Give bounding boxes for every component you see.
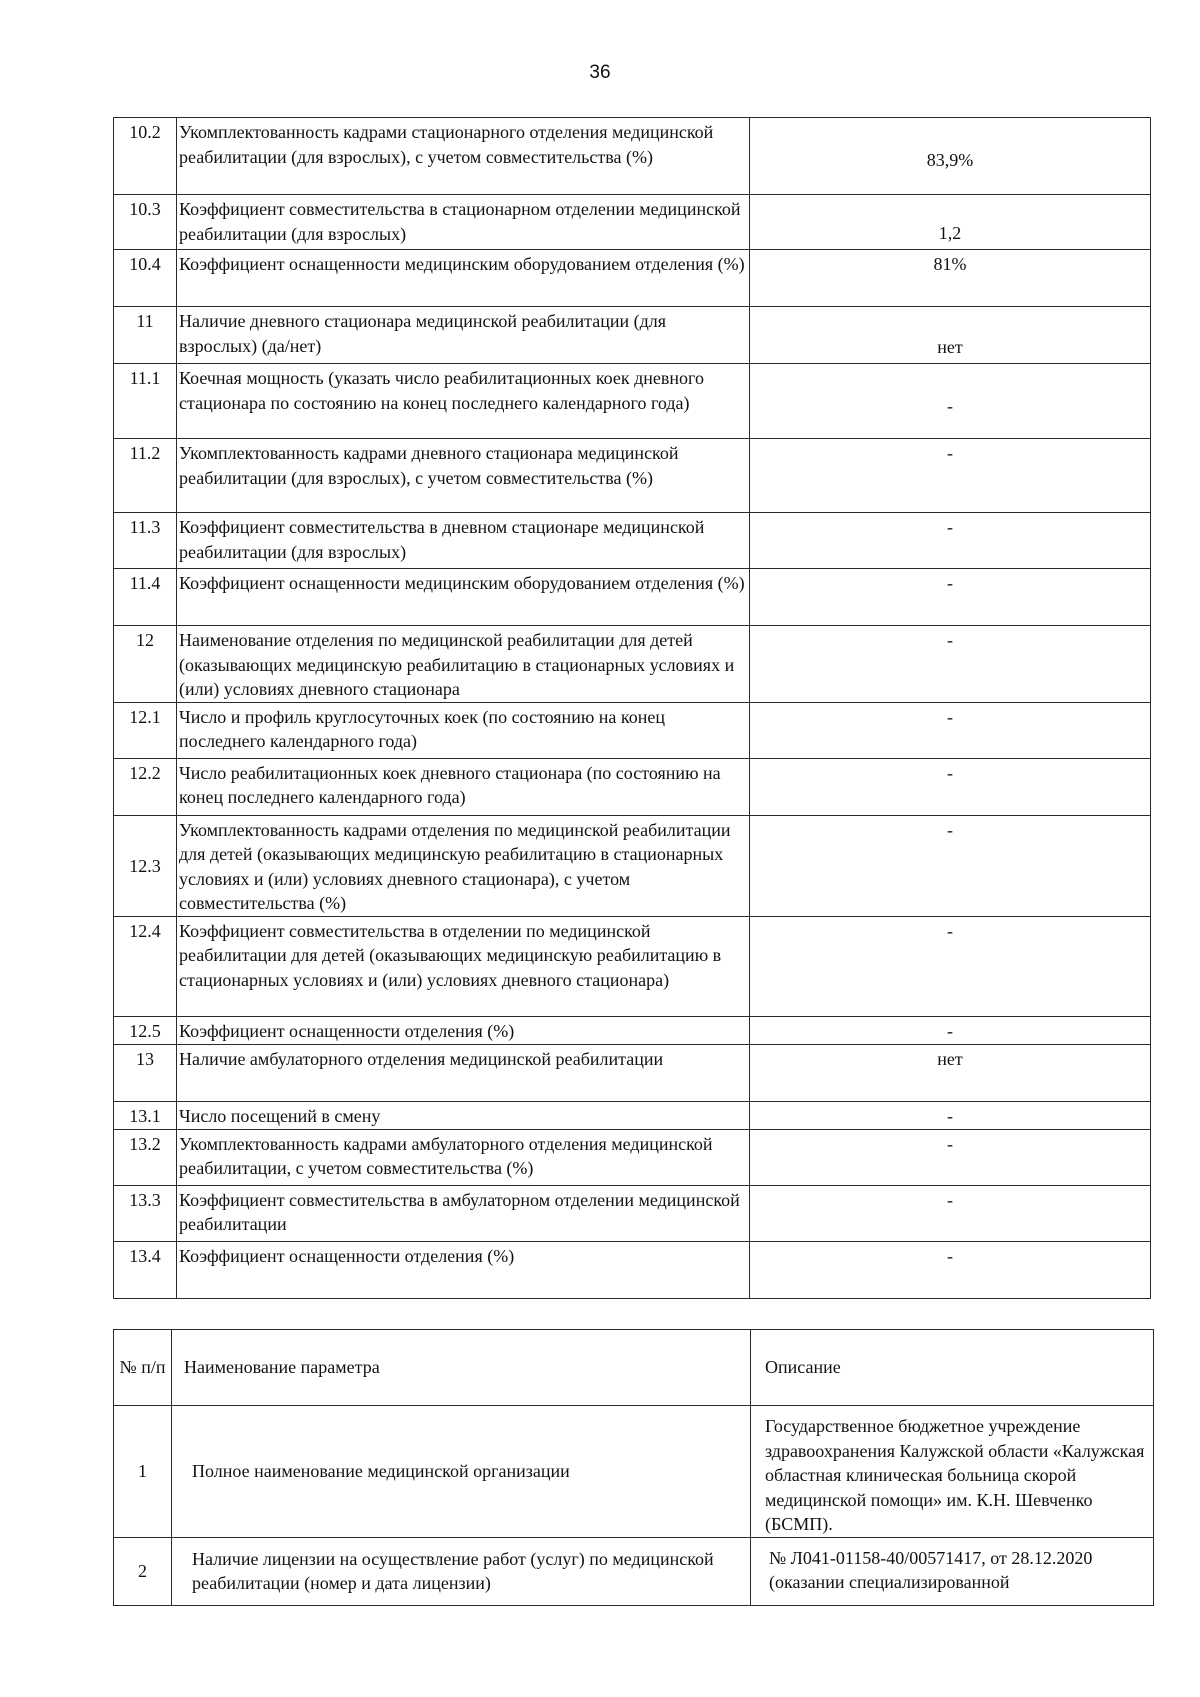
table-row xyxy=(114,1537,1154,1605)
page-number: 36 xyxy=(589,62,611,83)
parameter-description: № Л041-01158-40/00571417, от 28.12.2020 (оказании специализированной xyxy=(751,1537,1154,1605)
table-row xyxy=(114,1044,1151,1101)
table-row xyxy=(114,626,1151,703)
parameters-table xyxy=(113,1329,1154,1606)
indicator-value: - xyxy=(750,569,1151,626)
table-row xyxy=(114,916,1151,1016)
table-row xyxy=(114,1016,1151,1044)
indicator-value: - xyxy=(750,758,1151,815)
indicator-value: - xyxy=(750,439,1151,513)
column-header-number: № п/п xyxy=(114,1330,172,1406)
indicator-name: Коэффициент оснащенности отделения (%) xyxy=(177,1241,750,1298)
row-number: 12.2 xyxy=(114,758,177,815)
indicator-name: Коэффициент оснащенности отделения (%) xyxy=(177,1016,750,1044)
indicator-value: 81% xyxy=(750,250,1151,307)
parameter-description: Государственное бюджетное учреждение здравоохранения Калужской области «Калужская областная клиническая больница скорой медицинской помощи» им. К.Н. Шевченко (БСМП). xyxy=(751,1406,1154,1538)
row-number: 11.1 xyxy=(114,364,177,439)
indicator-name: Коэффициент совместительства в амбулаторном отделении медицинской реабилитации xyxy=(177,1185,750,1241)
indicator-name: Коэффициент оснащенности медицинским оборудованием отделения (%) xyxy=(177,250,750,307)
row-number: 10.3 xyxy=(114,195,177,250)
row-number: 11.4 xyxy=(114,569,177,626)
row-number: 10.4 xyxy=(114,250,177,307)
indicator-name: Коэффициент совместительства в дневном стационаре медицинской реабилитации (для взрослых) xyxy=(177,513,750,569)
row-number: 13.4 xyxy=(114,1241,177,1298)
indicator-name: Коэффициент совместительства в отделении по медицинской реабилитации для детей (оказывающих медицинскую реабилитацию в стационарных условиях и (или) условиях дневного стационара) xyxy=(177,916,750,1016)
indicator-name: Укомплектованность кадрами дневного стационара медицинской реабилитации (для взрослых), с учетом совместительства (%) xyxy=(177,439,750,513)
indicator-name: Число посещений в смену xyxy=(177,1101,750,1129)
row-number: 12.1 xyxy=(114,702,177,758)
table-row xyxy=(114,815,1151,916)
indicator-value: - xyxy=(750,513,1151,569)
parameter-name: Наличие лицензии на осуществление работ (услуг) по медицинской реабилитации (номер и дата лицензии) xyxy=(172,1537,751,1605)
table-row xyxy=(114,1406,1154,1538)
table-row xyxy=(114,364,1151,439)
indicator-value: 83,9% xyxy=(750,118,1151,195)
indicator-value: - xyxy=(750,815,1151,916)
row-number: 11.2 xyxy=(114,439,177,513)
row-number: 11 xyxy=(114,307,177,364)
table-row xyxy=(114,702,1151,758)
row-number: 1 xyxy=(114,1406,172,1538)
row-number: 12.5 xyxy=(114,1016,177,1044)
table-row xyxy=(114,1101,1151,1129)
indicator-name: Коечная мощность (указать число реабилитационных коек дневного стационара по состоянию на конец последнего календарного года) xyxy=(177,364,750,439)
row-number: 13.1 xyxy=(114,1101,177,1129)
table-row xyxy=(114,1129,1151,1185)
indicator-value: - xyxy=(750,1241,1151,1298)
row-number: 10.2 xyxy=(114,118,177,195)
indicator-name: Коэффициент совместительства в стационарном отделении медицинской реабилитации (для взрослых) xyxy=(177,195,750,250)
table-row xyxy=(114,307,1151,364)
row-number: 13.3 xyxy=(114,1185,177,1241)
parameter-name: Полное наименование медицинской организации xyxy=(172,1406,751,1538)
table-row xyxy=(114,439,1151,513)
indicators-table xyxy=(113,117,1151,1299)
table-row xyxy=(114,1185,1151,1241)
indicator-name: Укомплектованность кадрами отделения по медицинской реабилитации для детей (оказывающих медицинскую реабилитацию в стационарных условиях и (или) условиях дневного стационара), с учетом совместительства (%) xyxy=(177,815,750,916)
indicator-name: Укомплектованность кадрами стационарного отделения медицинской реабилитации (для взрослых), с учетом совместительства (%) xyxy=(177,118,750,195)
table-row xyxy=(114,758,1151,815)
indicator-value: - xyxy=(750,364,1151,439)
table-row xyxy=(114,118,1151,195)
row-number: 12 xyxy=(114,626,177,703)
indicator-value: - xyxy=(750,1129,1151,1185)
table-row xyxy=(114,195,1151,250)
indicator-value: нет xyxy=(750,1044,1151,1101)
table-row xyxy=(114,250,1151,307)
indicator-value: - xyxy=(750,1185,1151,1241)
indicator-name: Число и профиль круглосуточных коек (по состоянию на конец последнего календарного года) xyxy=(177,702,750,758)
indicator-value: - xyxy=(750,1101,1151,1129)
indicator-name: Наличие дневного стационара медицинской реабилитации (для взрослых) (да/нет) xyxy=(177,307,750,364)
row-number: 12.3 xyxy=(114,815,177,916)
indicator-value: 1,2 xyxy=(750,195,1151,250)
indicator-name: Число реабилитационных коек дневного стационара (по состоянию на конец последнего календарного года) xyxy=(177,758,750,815)
table-header-row xyxy=(114,1330,1154,1406)
indicator-value: нет xyxy=(750,307,1151,364)
row-number: 12.4 xyxy=(114,916,177,1016)
column-header-parameter: Наименование параметра xyxy=(172,1330,751,1406)
indicator-name: Укомплектованность кадрами амбулаторного отделения медицинской реабилитации, с учетом совместительства (%) xyxy=(177,1129,750,1185)
row-number: 13.2 xyxy=(114,1129,177,1185)
indicator-value: - xyxy=(750,702,1151,758)
row-number: 11.3 xyxy=(114,513,177,569)
indicator-name: Коэффициент оснащенности медицинским оборудованием отделения (%) xyxy=(177,569,750,626)
row-number: 2 xyxy=(114,1537,172,1605)
row-number: 13 xyxy=(114,1044,177,1101)
indicator-value: - xyxy=(750,916,1151,1016)
indicator-value: - xyxy=(750,626,1151,703)
table-row xyxy=(114,513,1151,569)
indicator-name: Наличие амбулаторного отделения медицинской реабилитации xyxy=(177,1044,750,1101)
indicator-name: Наименование отделения по медицинской реабилитации для детей (оказывающих медицинскую реабилитацию в стационарных условиях и (или) условиях дневного стационара xyxy=(177,626,750,703)
table-row xyxy=(114,1241,1151,1298)
column-header-description: Описание xyxy=(751,1330,1154,1406)
indicator-value: - xyxy=(750,1016,1151,1044)
table-row xyxy=(114,569,1151,626)
